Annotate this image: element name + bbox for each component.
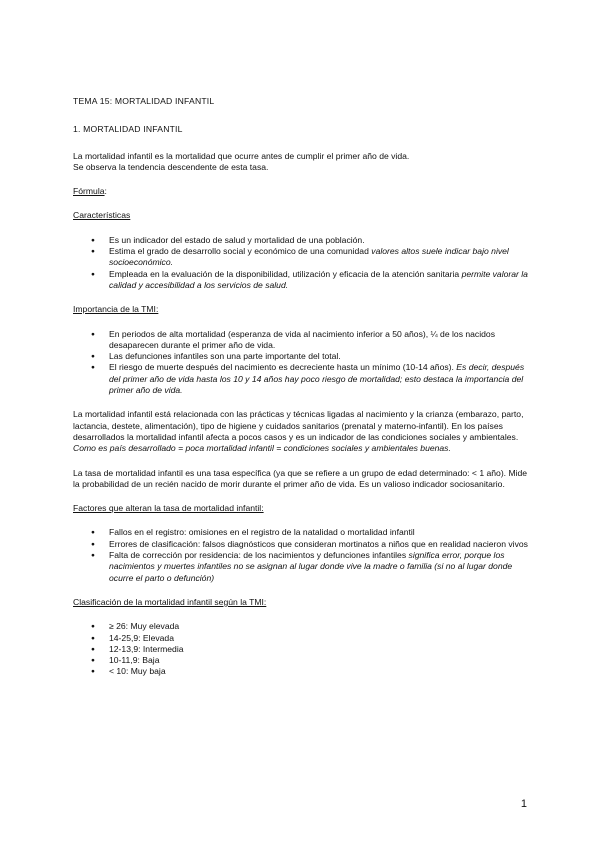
list-item-text: Las defunciones infantiles son una parte importante del total.: [109, 351, 341, 362]
relacion-note: Como es país desarrollado = poca mortalidad infantil = condiciones sociales y ambientales buenas.: [73, 443, 451, 454]
list-item: [109, 539, 528, 550]
document-title: TEMA 15: MORTALIDAD INFANTIL: [73, 96, 215, 106]
list-item: ● < 10: Muy baja: [109, 666, 528, 677]
relacion-text: La mortalidad infantil está relacionada con las prácticas y técnicas ligadas al nacimiento y la crianza (embarazo, parto, lactancia, destete, alimentación), tipo de higiene y cuidados sanitarios (prenatal y materno-infantil). En los países desarrollados la mortalidad infantil afecta a pocos casos y es un indicador de las condiciones sociales y ambientales.: [73, 409, 524, 442]
list-item-text: Estima el grado de desarrollo social y económico de una comunidad: [109, 246, 372, 257]
list-item: [109, 362, 528, 396]
formula-suffix: :: [104, 186, 107, 197]
intro-line-2: Se observa la tendencia descendente de esta tasa.: [73, 161, 269, 172]
formula-line: [73, 186, 528, 197]
list-item-text: Empleada en la evaluación de la disponibilidad, utilización y eficacia de la atención sanitaria: [109, 268, 462, 279]
section-heading: 1. MORTALIDAD INFANTIL: [73, 124, 183, 135]
list-item-text: En periodos de alta mortalidad (esperanza de vida al nacimiento inferior a 50 años), ¼ de los nacidos desaparecen durante el primer año de vida.: [109, 328, 495, 350]
list-item-note: Es decir, después del primer año de vida hasta los 10 y 14 años hay poco riesgo de mortalidad; esto destaca la importancia del primer año de vida.: [109, 362, 525, 396]
list-item-text: Errores de clasificación: falsos diagnósticos que consideran mortinatos a niños que en realidad nacieron vivos: [109, 538, 528, 549]
formula-label: Fórmula: [73, 186, 105, 197]
list-item: [109, 351, 528, 362]
list-item-text: El riesgo de muerte después del nacimiento es decreciente hasta un mínimo (10-14 años).: [109, 362, 457, 373]
factores-list: [73, 527, 528, 583]
list-item: ● 12-13,9: Intermedia: [109, 644, 528, 655]
list-item: [109, 269, 528, 292]
importancia-list: [73, 329, 528, 397]
list-item-text: Fallos en el registro: omisiones en el registro de la natalidad o mortalidad infantil: [109, 527, 415, 538]
list-item: [109, 235, 528, 246]
list-item: [109, 550, 528, 584]
list-item: ● 14-25,9: Elevada: [109, 633, 528, 644]
page-number: 1: [520, 798, 527, 810]
list-item-note: permite valorar la calidad y accesibilidad a los servicios de salud.: [109, 268, 528, 290]
list-item-text: Falta de corrección por residencia: de los nacimientos y defunciones infantiles: [109, 550, 409, 561]
list-item: [109, 527, 528, 538]
clasificacion-list: [73, 621, 528, 677]
list-item: [109, 329, 528, 352]
tasa-paragraph: La tasa de mortalidad infantil es una tasa específica (ya que se refiere a un grupo de edad determinado: < 1 año). Mide la probabilidad de un recién nacido de morir durante el primer año de vida. Es un valioso indicador sociosanitario.: [73, 467, 528, 489]
list-item-note: valores altos suele indicar bajo nivel socioeconómico.: [109, 246, 509, 268]
intro-line-1: La mortalidad infantil es la mortalidad que ocurre antes de cumplir el primer año de vida.: [73, 150, 410, 161]
caracteristicas-list: [73, 235, 528, 291]
clasificacion-heading: Clasificación de la mortalidad infantil según la TMI:: [73, 596, 267, 607]
list-item-text: Es un indicador del estado de salud y mortalidad de una población.: [109, 234, 365, 245]
factores-heading: Factores que alteran la tasa de mortalidad infantil:: [73, 503, 264, 514]
list-item: [109, 246, 528, 269]
list-item: ● ≥ 26: Muy elevada: [109, 621, 528, 632]
importancia-heading: Importancia de la TMI:: [73, 304, 159, 315]
list-item-note: significa error, porque los nacimientos y muertes infantiles no se asignan al lugar donde vive la madre o familia (si no al lugar donde ocurre el parto o defunción): [109, 550, 513, 583]
document-content: [73, 96, 528, 691]
list-item: ● 10-11,9: Baja: [109, 655, 528, 666]
relacion-paragraph: [73, 409, 528, 454]
caracteristicas-heading: Características: [73, 210, 131, 221]
intro-paragraph: [73, 151, 528, 174]
